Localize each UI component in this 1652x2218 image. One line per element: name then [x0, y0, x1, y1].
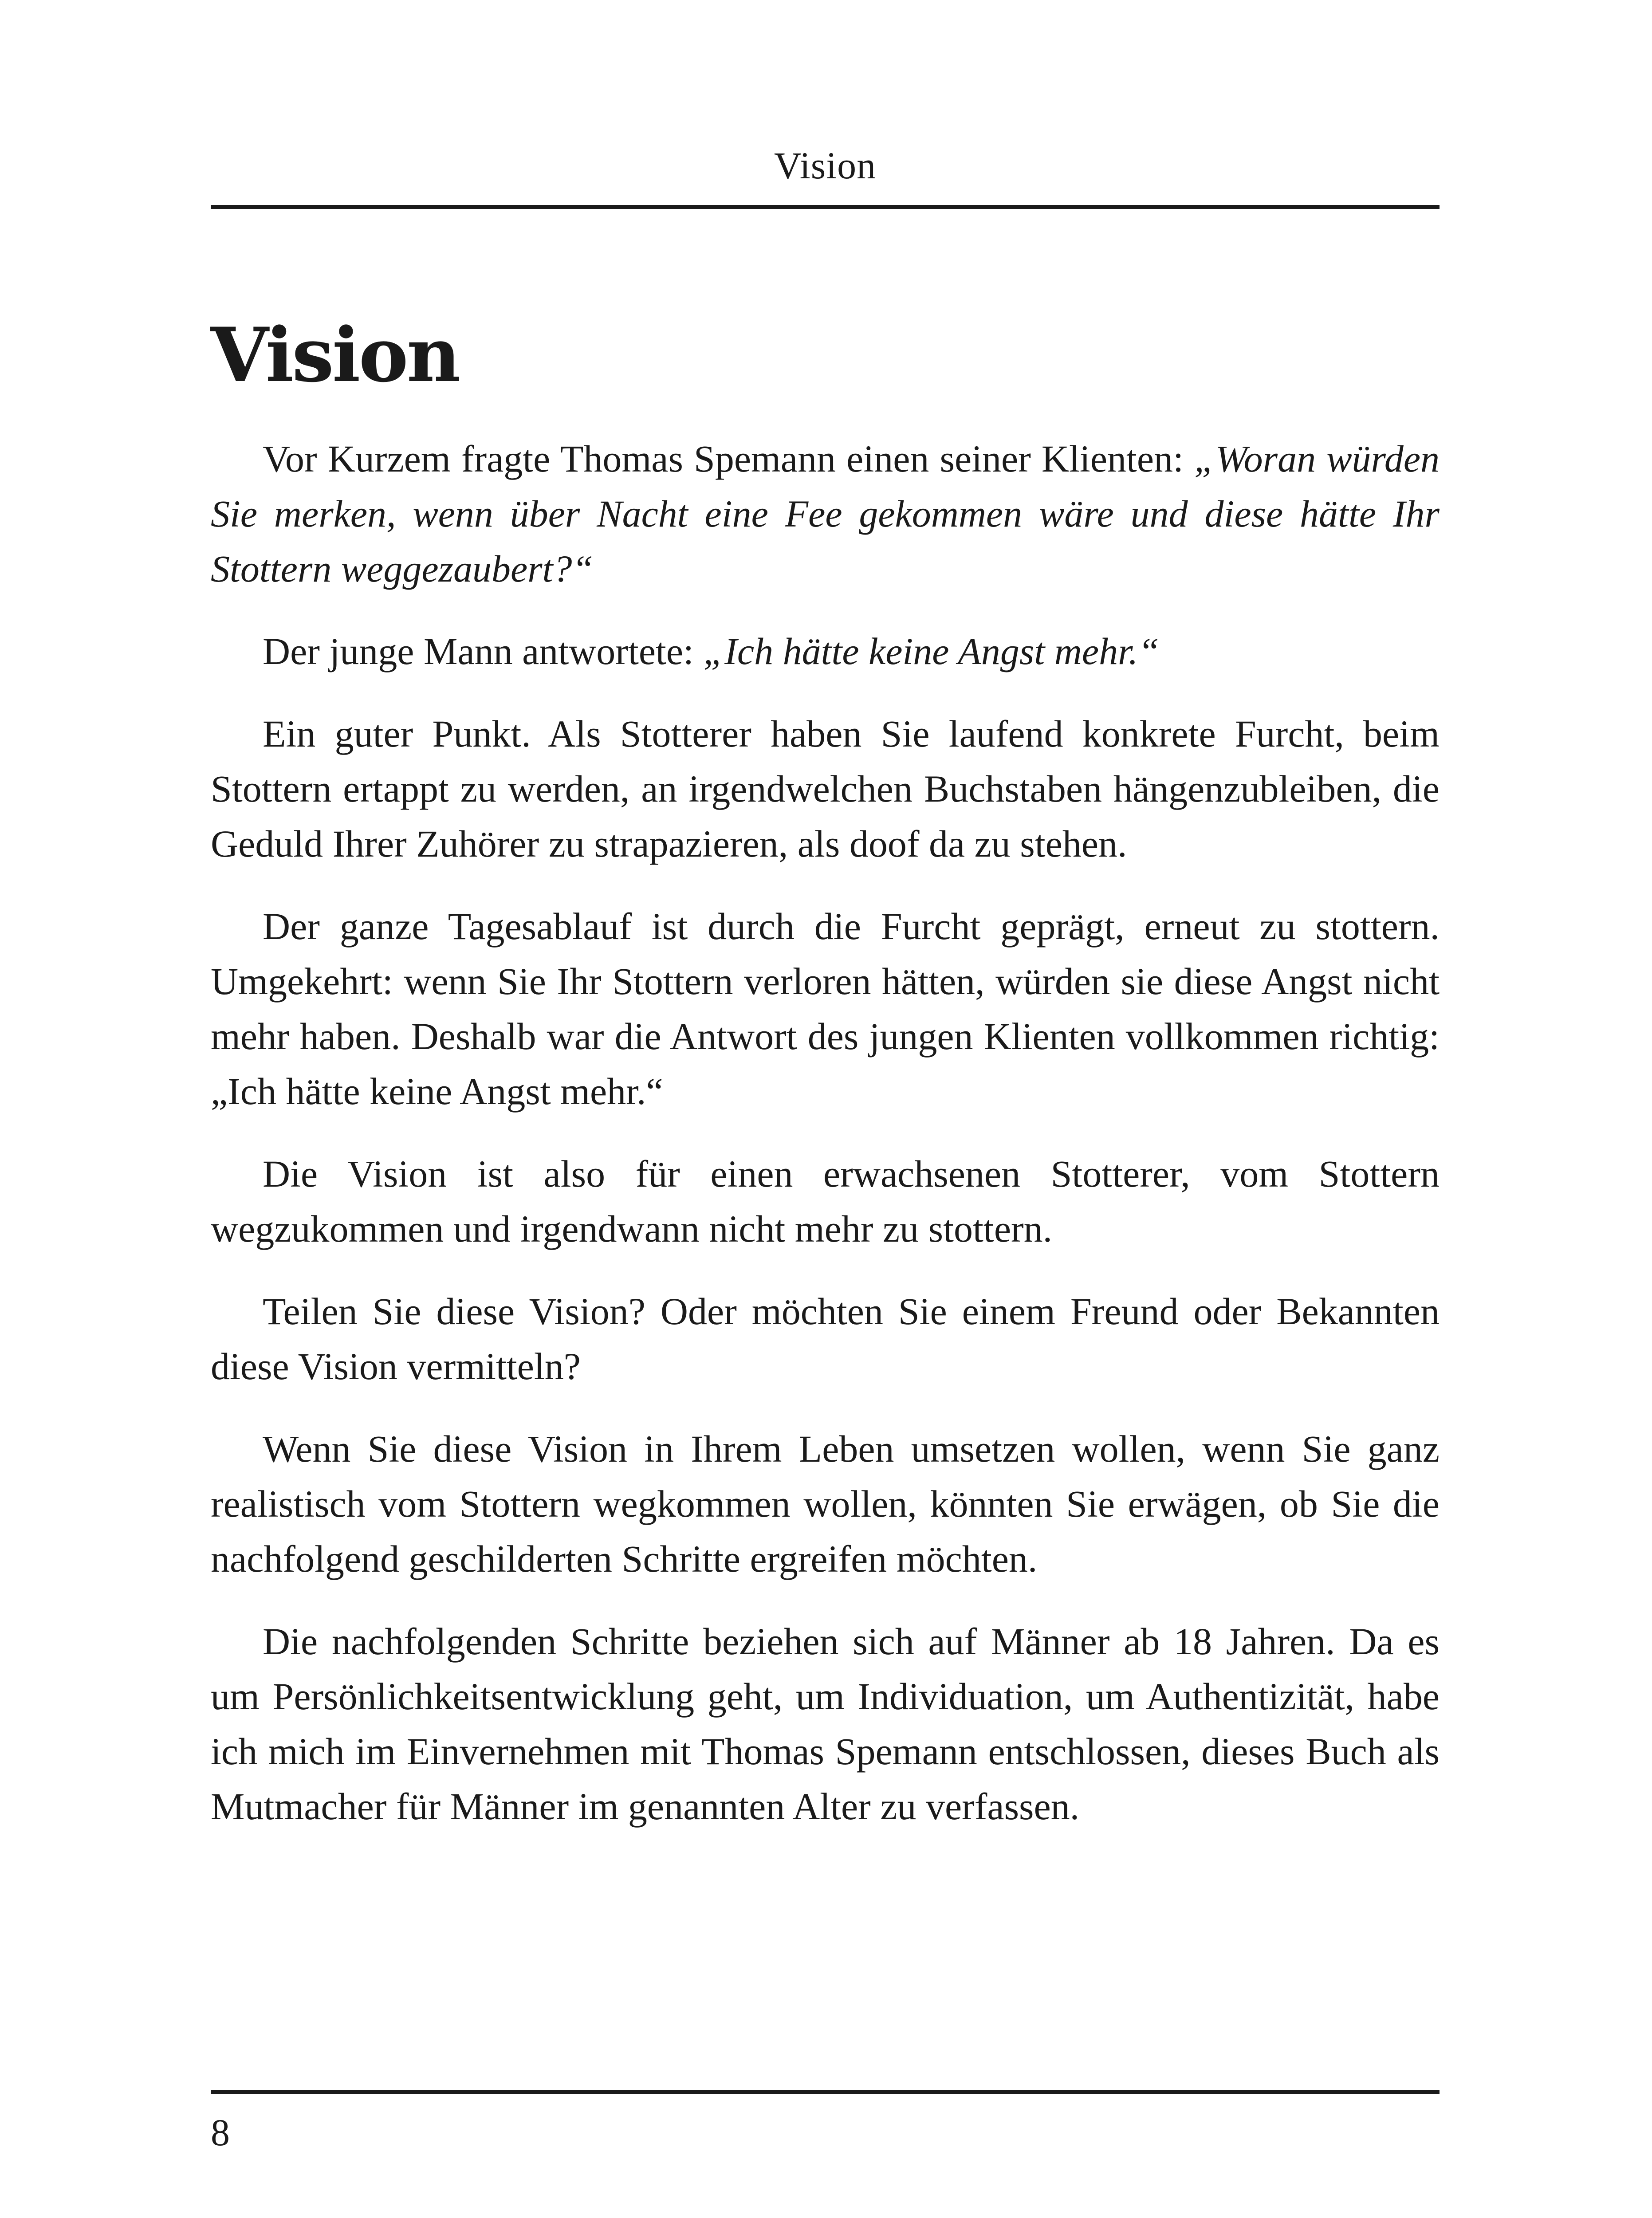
page-number: 8: [211, 2111, 230, 2154]
quote-text: „Ich hätte keine Angst mehr.“: [703, 630, 1160, 672]
running-header: Vision: [774, 144, 877, 187]
footer-rule: [211, 2090, 1440, 2094]
body-text: [211, 431, 1440, 1861]
paragraph: Die nachfolgenden Schritte beziehen sich auf Männer ab 18 Jahren. Da es um Persönlichkeitsentwicklung geht, um Individuation, um Authentizität, habe ich mich im Einvernehmen mit Thomas Spemann entschlossen, dieses Buch als Mutmacher für Männer im genannten Alter zu verfassen.: [211, 1620, 1440, 1828]
paragraph: Der ganze Tagesablauf ist durch die Furcht geprägt, erneut zu stottern. Umgekehrt: wenn Sie Ihr Stottern verloren hätten, würden sie diese Angst nicht mehr haben. Deshalb war die Antwort des jungen Klienten vollkommen richtig: „Ich hätte keine Angst mehr.“: [211, 905, 1440, 1113]
header-rule: [211, 205, 1440, 209]
quote-text: „Woran würden Sie merken, wenn über Nacht eine Fee gekommen wäre und diese hätte Ihr Stottern weggezaubert?“: [211, 437, 1440, 590]
paragraph: [211, 431, 1440, 596]
paragraph-text: Der junge Mann antwortete:: [263, 630, 704, 672]
paragraph: Wenn Sie diese Vision in Ihrem Leben umsetzen wollen, wenn Sie ganz realistisch vom Stottern wegkommen wollen, könnten Sie erwägen, ob Sie die nachfolgend geschilderten Schritte ergreifen möchten.: [211, 1428, 1440, 1580]
paragraph: Die Vision ist also für einen erwachsenen Stotterer, vom Stottern wegzukommen und irgendwann nicht mehr zu stottern.: [211, 1152, 1440, 1250]
paragraph: [211, 624, 1440, 679]
paragraph: Ein guter Punkt. Als Stotterer haben Sie laufend konkrete Furcht, beim Stottern ertappt zu werden, an irgendwelchen Buchstaben hängenzubleiben, die Geduld Ihrer Zuhörer zu strapazieren, als doof da zu stehen.: [211, 712, 1440, 865]
paragraph-text: Vor Kurzem fragte Thomas Spemann einen seiner Klienten:: [263, 437, 1195, 480]
paragraph: Teilen Sie diese Vision? Oder möchten Sie einem Freund oder Bekannten diese Vision vermitteln?: [211, 1290, 1440, 1388]
chapter-title: Vision: [211, 311, 459, 399]
